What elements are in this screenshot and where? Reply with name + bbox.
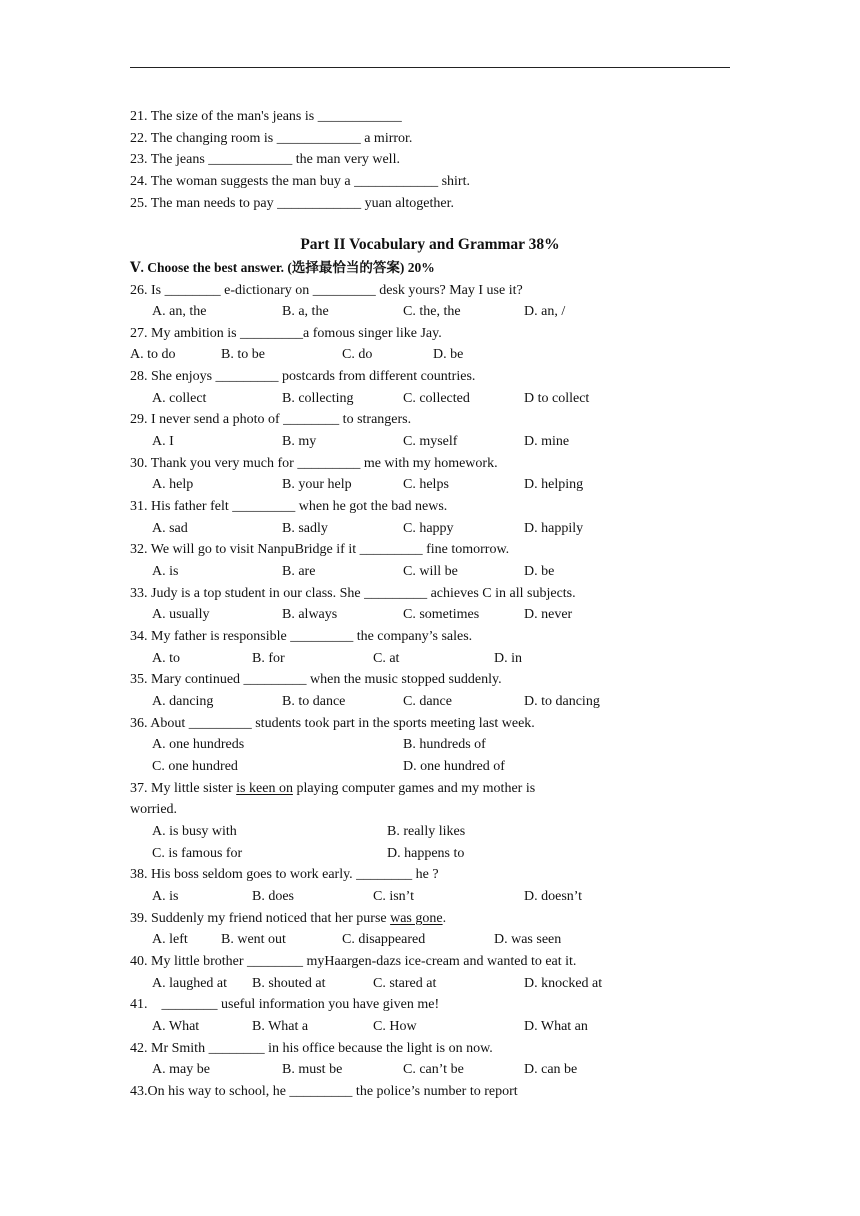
question-40: 40. My little brother ________ myHaargen-dazs ice-cream and wanted to eat it. [130,954,577,969]
option-a[interactable]: A. left [152,932,188,947]
question-38: 38. His boss seldom goes to work early. ________ he ? [130,867,439,882]
option-d[interactable]: D. was seen [494,932,562,947]
options-35 [152,693,752,711]
option-b[interactable]: B. must be [282,1062,343,1077]
option-b[interactable]: B. always [282,607,338,622]
options-29 [152,433,752,451]
question-21: 21. The size of the man's jeans is ____________ [130,109,402,124]
options-39 [152,931,752,949]
question-22: 22. The changing room is ____________ a mirror. [130,131,413,146]
question-26: 26. Is ________ e-dictionary on _________ desk yours? May I use it? [130,283,523,298]
option-b[interactable]: B. your help [282,477,352,492]
option-a[interactable]: A. an, the [152,304,207,319]
option-d[interactable]: D. never [524,607,573,622]
question-25: 25. The man needs to pay ____________ yuan altogether. [130,196,455,211]
option-a[interactable]: A. is [152,564,179,579]
option-d[interactable]: D. be [524,564,555,579]
question-31: 31. His father felt _________ when he got the bad news. [130,499,448,514]
option-b[interactable]: B. to dance [282,694,346,709]
option-c[interactable]: C. the, the [403,304,461,319]
section-title: Ⅴ. Choose the best answer. (选择最恰当的答案) 20% [130,260,435,275]
question-30: 30. Thank you very much for _________ me with my homework. [130,456,498,471]
option-d[interactable]: D. be [433,347,464,362]
option-d[interactable]: D. doesn’t [524,889,583,904]
option-c[interactable]: C. collected [403,391,470,406]
option-d[interactable]: D. to dancing [524,694,600,709]
question-32: 32. We will go to visit NanpuBridge if it _________ fine tomorrow. [130,542,510,557]
options-42 [152,1061,752,1079]
options-40 [152,975,752,993]
question-37: 37. My little sister is keen on playing computer games and my mother is [130,781,536,796]
question-27: 27. My ambition is _________a fomous singer like Jay. [130,326,442,341]
option-d[interactable]: D. What an [524,1019,588,1034]
option-b[interactable]: B. for [252,651,285,666]
option-b[interactable]: B. What a [252,1019,309,1034]
option-a[interactable]: A. is busy with [152,824,237,839]
option-b[interactable]: B. does [252,889,294,904]
question-36: 36. About _________ students took part in the sports meeting last week. [130,716,535,731]
option-a[interactable]: A. help [152,477,194,492]
option-a[interactable]: A. may be [152,1062,210,1077]
option-c[interactable]: C. one hundred [152,759,238,774]
option-b[interactable]: B. are [282,564,316,579]
options-32 [152,563,752,581]
option-a[interactable]: A. to [152,651,180,666]
option-a[interactable]: A. one hundreds [152,737,245,752]
option-c[interactable]: C. dance [403,694,452,709]
option-a[interactable]: A. collect [152,391,207,406]
question-42: 42. Mr Smith ________ in his office because the light is on now. [130,1041,493,1056]
question-39: 39. Suddenly my friend noticed that her purse was gone. [130,911,447,926]
option-c[interactable]: C. helps [403,477,449,492]
option-c[interactable]: C. disappeared [342,932,426,947]
option-c[interactable]: C. sometimes [403,607,480,622]
question-43: 43.On his way to school, he _________ the police’s number to report [130,1084,518,1099]
option-d[interactable]: D. in [494,651,522,666]
question-29: 29. I never send a photo of ________ to strangers. [130,412,412,427]
option-d[interactable]: D. mine [524,434,570,449]
question-41: 41. ________ useful information you have given me! [130,997,440,1012]
option-b[interactable]: B. collecting [282,391,354,406]
option-d[interactable]: D. one hundred of [403,759,505,774]
options-36-row2 [152,758,752,776]
options-34 [152,650,752,668]
option-a[interactable]: A. laughed at [152,976,228,991]
option-c[interactable]: C. stared at [373,976,437,991]
option-b[interactable]: B. a, the [282,304,329,319]
question-35: 35. Mary continued _________ when the music stopped suddenly. [130,672,502,687]
option-d[interactable]: D. knocked at [524,976,603,991]
options-36-row1 [152,736,752,754]
options-28 [152,390,752,408]
option-b[interactable]: B. shouted at [252,976,326,991]
option-b[interactable]: B. hundreds of [403,737,486,752]
question-28: 28. She enjoys _________ postcards from different countries. [130,369,476,384]
options-33 [152,606,752,624]
option-c[interactable]: C. How [373,1019,417,1034]
options-30 [152,476,752,494]
option-c[interactable]: C. at [373,651,400,666]
option-c[interactable]: C. happy [403,521,454,536]
option-a[interactable]: A. dancing [152,694,214,709]
option-a[interactable]: A. is [152,889,179,904]
option-c[interactable]: C. will be [403,564,458,579]
option-d[interactable]: D to collect [524,391,590,406]
option-c[interactable]: C. is famous for [152,846,243,861]
underlined-phrase: was gone [390,911,443,926]
option-a[interactable]: A. What [152,1019,200,1034]
option-d[interactable]: D. happens to [387,846,465,861]
option-b[interactable]: B. sadly [282,521,328,536]
question-37-continued: worried. [130,802,178,817]
options-31 [152,520,752,538]
question-24: 24. The woman suggests the man buy a ____________ shirt. [130,174,470,189]
option-b[interactable]: B. went out [221,932,286,947]
part-title: Part II Vocabulary and Grammar 38% [300,236,560,253]
option-c[interactable]: C. isn’t [373,889,414,904]
options-37-row2 [152,845,752,863]
options-26 [152,303,752,321]
option-d[interactable]: D. happily [524,521,584,536]
option-b[interactable]: B. to be [221,347,265,362]
options-27 [130,346,730,364]
option-c[interactable]: C. myself [403,434,458,449]
underlined-phrase: is keen on [236,781,293,796]
option-d[interactable]: D. an, / [524,304,566,319]
option-c[interactable]: C. do [342,347,373,362]
question-33: 33. Judy is a top student in our class. She _________ achieves C in all subjects. [130,586,576,601]
option-a[interactable]: A. to do [130,347,176,362]
options-41 [152,1018,752,1036]
question-23: 23. The jeans ____________ the man very well. [130,152,400,167]
options-37-row1 [152,823,752,841]
options-38 [152,888,752,906]
option-a[interactable]: A. usually [152,607,210,622]
option-a[interactable]: A. I [152,434,174,449]
option-b[interactable]: B. my [282,434,317,449]
option-b[interactable]: B. really likes [387,824,466,839]
option-d[interactable]: D. can be [524,1062,578,1077]
option-c[interactable]: C. can’t be [403,1062,464,1077]
option-d[interactable]: D. helping [524,477,584,492]
header-rule [130,67,730,68]
question-34: 34. My father is responsible _________ the company’s sales. [130,629,473,644]
option-a[interactable]: A. sad [152,521,188,536]
